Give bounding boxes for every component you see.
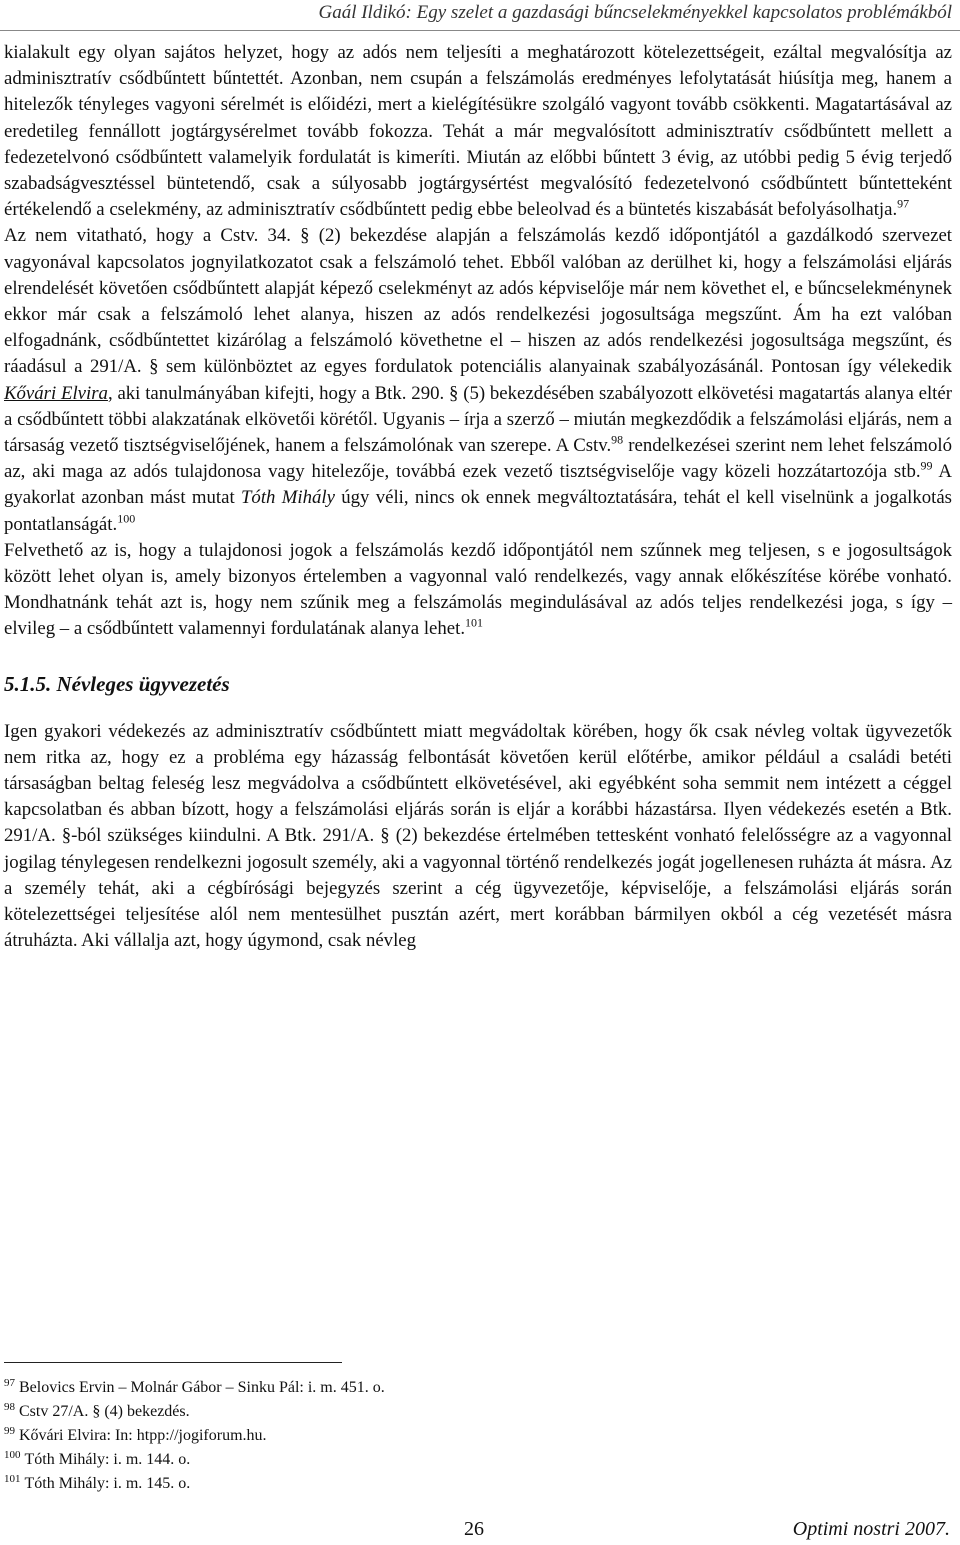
footnote-separator	[4, 1362, 342, 1363]
paragraph-2	[4, 223, 952, 537]
footnote-number: 99	[4, 1424, 15, 1437]
footnote-99	[4, 1424, 952, 1448]
paragraph-2-text-3: rendelkezései szerint nem lehet felszámoló az, aki maga az adós tulajdonosa vagy hitelezője, továbbá ezek vezető tisztségviselője vagy közeli hozzátartozója stb.	[4, 435, 952, 483]
paragraph-2-text-2: , aki tanulmányában kifejti, hogy a Btk. 290. § (5) bekezdésében szabályozott elkövetési magatartás alanya eltér a csődbűntett többi alakzatának elkövetői körétől. Ugyanis – írja a szerző – miután megkezdődik a felszámolási eljárás, nem a társaság vezető tisztségviselőjének, hanem a felszámolónak van szerepe. A Cstv.	[4, 382, 952, 457]
footnote-ref-99[interactable]: 99	[920, 458, 933, 473]
footnote-number: 101	[4, 1472, 21, 1485]
footnote-number: 100	[4, 1448, 21, 1461]
footnote-text: Belovics Ervin – Molnár Gábor – Sinku Pál: i. m. 451. o.	[19, 1379, 385, 1396]
section-heading: 5.1.5. Névleges ügyvezetés	[4, 671, 230, 696]
paragraph-4: Igen gyakori védekezés az adminisztratív csődbűntett miatt megvádoltak körében, hogy ők csak névleg voltak ügyvezetők nem ritka az, hogy ez a probléma egy házasság felbontását követően kerül előtérbe, amikor például a családi betéti társaságban beltag feleség lesz megvádolva a csődbűntett elkövetésével, aki egyébként soha semmit nem intézett a céggel kapcsolatban és abban bízott, hogy a felszámolási eljárás során is eljár a korábbi házastársa. Ilyen védekezés esetén a Btk. 291/A. §-ból szükséges kiindulni. A Btk. 291/A. § (2) bekezdése értelmében tettesként vonható felelősségre az a vagyonnal jogilag ténylegesen rendelkezni jogosult személy, aki a vagyonnal történő rendelkezés jogát jogellenesen ruházta át másra. Az a személy tehát, aki a cégbírósági bejegyzés szerint a cég ügyvezetője, képviselője, a felszámolási eljárás során kötelezettségei teljesítése alól nem mentesülhet pusztán azért, mert korábban bármilyen okból a cég vezetését másra átruházta. Aki vállalja azt, hogy úgymond, csak névleg	[4, 720, 952, 952]
header-rule	[0, 30, 960, 31]
journal-name: Optimi nostri 2007.	[792, 1518, 950, 1540]
footnote-ref-100[interactable]: 100	[117, 511, 136, 526]
paragraph-2-text-1: Az nem vitatható, hogy a Cstv. 34. § (2) bekezdése alapján a felszámolás kezdő időpontjától a gazdálkodó szervezet vagyonával kapcsolatos jognyilatkozatot csak a felszámoló tehet. Ebből valóban az derülhet ki, hogy a felszámolási eljárás elrendelését követően csődbűntett alapját képező cselekményt az adós képviselője már nem követhet el, e bűncselekménynek ekkor már csak a felszámoló lehet alanya, hiszen az adós rendelkezési jogosultsága megszűnt. Ám ha ezt valóban elfogadnánk, csődbűntettet kizárólag a felszámoló követhetne el – hiszen az adós rendelkezési jogosultsága megszűnt, és ráadásul a 291/A. § sem különböztet az egyes fordulatok potenciális alanyainak szabályozásánál. Pontosan így vélekedik	[4, 225, 952, 378]
footnote-97	[4, 1376, 952, 1400]
footnote-ref-97[interactable]: 97	[897, 196, 910, 211]
footnote-98	[4, 1400, 952, 1424]
paragraph-3	[4, 538, 952, 643]
paragraph-1-text: kialakult egy olyan sajátos helyzet, hogy az adós nem teljesíti a meghatározott kötelezettségeit, ezáltal megvalósítja az adminisztratív csődbűntett bűntettét. Azonban, nem csupán a felszámolás eredményes lefolytatását hiúsítja meg, hanem a hitelezők tényleges vagyoni sérelmét is előidézi, mert a kielégítésükre szolgáló vagyont tovább csökkenti. Magatartásával az eredetileg fennállott jogtárgysérelmet tovább fokozza. Tehát a már megvalósított adminisztratív csődbűntett mellett a fedezetelvonó csődbűntett valamelyik fordulatát is kimeríti. Miután az előbbi bűntett 3 évig, az utóbbi pedig 5 évig terjedő szabadságvesztéssel büntetendő, csak a súlyosabb jogtárgysértést megvalósító fedezetelvonó csődbűntett bűntetteként értékelendő a cselekmény, az adminisztratív csődbűntett pedig ebbe beleolvad és a büntetés kiszabását befolyásolhatja.	[4, 42, 952, 221]
footnote-101	[4, 1472, 952, 1496]
author-toth: Tóth Mihály	[240, 487, 335, 509]
footnote-text: Tóth Mihály: i. m. 144. o.	[24, 1451, 191, 1468]
paragraph-3-text: Felvethető az is, hogy a tulajdonosi jogok a felszámolás kezdő időpontjától nem szűnnek meg teljesen, s e jogosultságok között lehet olyan is, amely bizonyos értelemben a vagyonnal való rendelkezés, vagy annak előkészítése körébe vonható. Mondhatnánk tehát azt is, hogy nem szűnik meg a felszámolás megindulásával az adós teljes rendelkezési joga, s így – elvileg – a csődbűntett valamennyi fordulatának alanya lehet.	[4, 539, 952, 640]
paragraph-2-text-5: úgy véli, nincs ok ennek megváltoztatására, tehát el kell viselnünk a jogalkotás pontatlanságát.	[4, 487, 952, 535]
footnote-text: Tóth Mihály: i. m. 145. o.	[24, 1475, 191, 1492]
paragraph-1	[4, 40, 952, 223]
author-kovari: Kővári Elvira	[4, 382, 108, 404]
page-footer	[0, 1518, 960, 1544]
footnote-number: 98	[4, 1400, 15, 1413]
footnote-100	[4, 1448, 952, 1472]
footnote-number: 97	[4, 1376, 15, 1389]
page-number: 26	[464, 1518, 484, 1540]
paragraph-2-text-4: A gyakorlat azonban mást mutat	[4, 461, 952, 509]
footnotes	[4, 1376, 952, 1496]
body-text	[4, 40, 952, 955]
footnote-ref-98[interactable]: 98	[611, 432, 624, 447]
footnote-text: Kővári Elvira: In: htpp://jogiforum.hu.	[19, 1427, 267, 1444]
running-header: Gaál Ildikó: Egy szelet a gazdasági bűncselekményekkel kapcsolatos problémákból	[318, 2, 952, 23]
footnote-ref-101[interactable]: 101	[465, 616, 484, 631]
footnote-text: Cstv 27/A. § (4) bekezdés.	[19, 1403, 190, 1420]
